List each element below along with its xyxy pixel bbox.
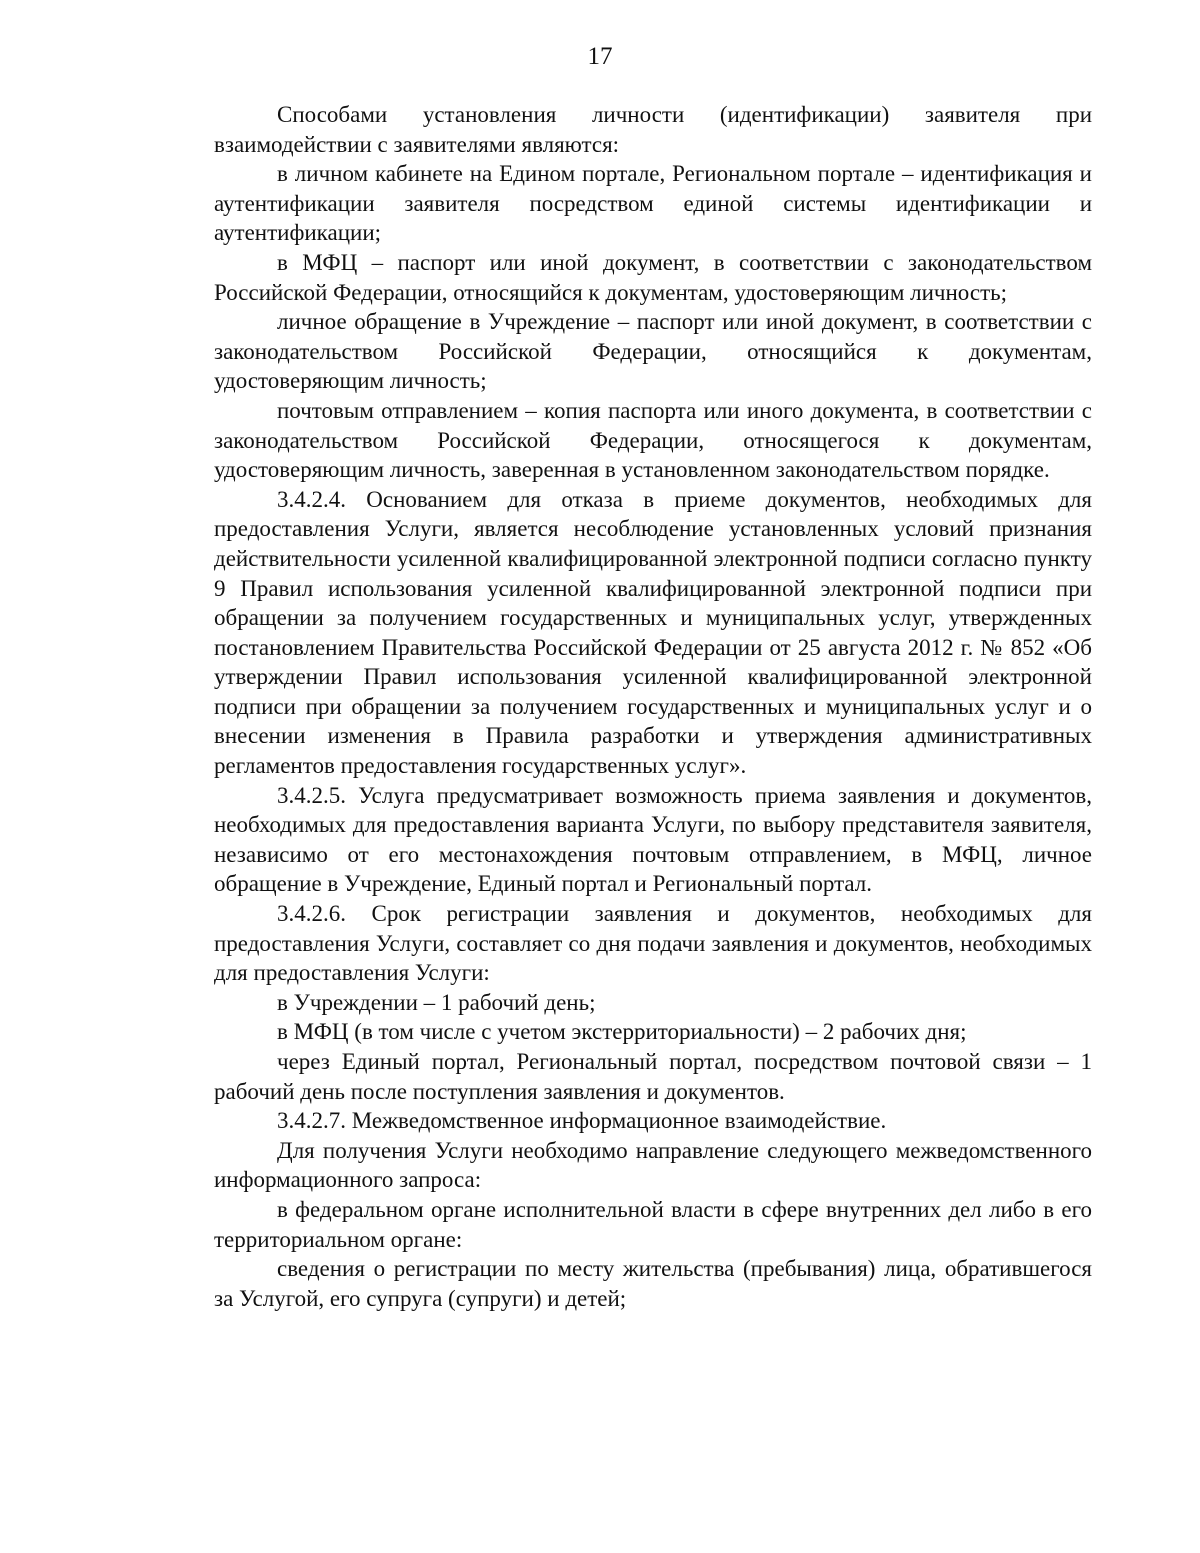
paragraph-institution-term: в Учреждении – 1 рабочий день; (277, 989, 596, 1015)
paragraph-mfc-term: в МФЦ (в том числе с учетом экстерриториальности) – 2 рабочих дня; (277, 1019, 967, 1045)
paragraph-interagency-request: Для получения Услуги необходимо направление следующего межведомственного информационного запроса: (214, 1137, 1092, 1193)
paragraph-3-4-2-4: 3.4.2.4. Основанием для отказа в приеме документов, необходимых для предоставления Услуги, является несоблюдение установленных условий признания действительности усиленной квалифицированной электронной подписи согласно пункту 9 Правил использования усиленной квалифицированной электронной подписи при обращении за получением государственных и муниципальных услуг, утвержденных постановлением Правительства Российской Федерации от 25 августа 2012 г. № 852 «Об утверждении Правил использования усиленной квалифицированной электронной подписи при обращении за получением государственных и муниципальных услуг и о внесении изменения в Правила разработки и утверждения административных регламентов предоставления государственных услуг». (214, 486, 1092, 779)
paragraph-portal-term: через Единый портал, Региональный портал, посредством почтовой связи – 1 рабочий день после поступления заявления и документов. (214, 1049, 1092, 1104)
page-number: 17 (587, 43, 613, 70)
paragraph-internal-affairs: в федеральном органе исполнительной власти в сфере внутренних дел либо в его территориальном органе: (214, 1196, 1092, 1252)
paragraph-personal-cabinet: в личном кабинете на Едином портале, Региональном портале – идентификация и аутентификации заявителя посредством единой системы идентификации и аутентификации; (214, 161, 1092, 246)
paragraph-3-4-2-6: 3.4.2.6. Срок регистрации заявления и документов, необходимых для предоставления Услуги, составляет со дня подачи заявления и документов, необходимых для предоставления Услуги: (214, 901, 1092, 986)
paragraph-3-4-2-7: 3.4.2.7. Межведомственное информационное взаимодействие. (277, 1108, 887, 1134)
paragraph-3-4-2-5: 3.4.2.5. Услуга предусматривает возможность приема заявления и документов, необходимых для предоставления варианта Услуги, по выбору представителя заявителя, независимо от его местонахождения почтовым отправлением, в МФЦ, личное обращение в Учреждение, Единый портал и Региональный портал. (214, 782, 1092, 897)
paragraph-personal-visit: личное обращение в Учреждение – паспорт или иной документ, в соответствии с законодательством Российской Федерации, относящийся к документам, удостоверяющим личность; (214, 309, 1092, 394)
paragraph-mfc-passport: в МФЦ – паспорт или иной документ, в соответствии с законодательством Российской Федерации, относящийся к документам, удостоверяющим личность; (214, 249, 1092, 305)
document-body (214, 100, 1092, 1313)
paragraph-identification-intro: Способами установления личности (идентификации) заявителя при взаимодействии с заявителями являются: (214, 102, 1092, 157)
paragraph-registration-info: сведения о регистрации по месту жительства (пребывания) лица, обратившегося за Услугой, его супруга (супруги) и детей; (214, 1256, 1092, 1311)
paragraph-postal-copy: почтовым отправлением – копия паспорта или иного документа, в соответствии с законодательством Российской Федерации, относящегося к документам, удостоверяющим личность, заверенная в установленном законодательством порядке. (214, 397, 1092, 483)
